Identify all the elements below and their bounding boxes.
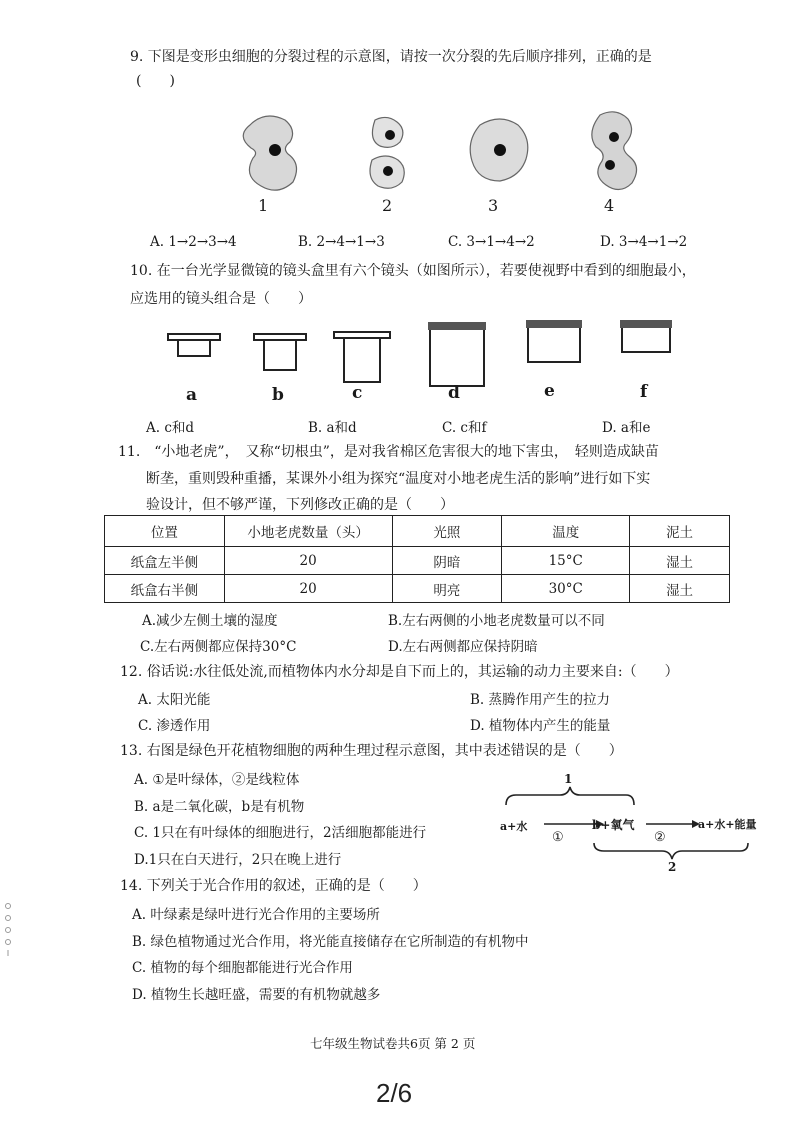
- diagram-brace-2: 2: [668, 860, 677, 874]
- table-header-count: 小地老虎数量（头）: [224, 516, 392, 547]
- table-cell: 20: [224, 575, 392, 603]
- table-row: [105, 575, 730, 603]
- diagram-middle-term: b+氧气: [592, 818, 635, 832]
- lens-label-e: e: [544, 381, 555, 401]
- q12-option-b: B. 蒸腾作用产生的拉力: [470, 692, 611, 708]
- q11-option-c: C.左右两侧都应保持30°C: [140, 639, 297, 655]
- lens-label-b: b: [272, 385, 284, 405]
- lens-label-c: c: [352, 383, 363, 403]
- table-cell: 湿土: [630, 547, 730, 575]
- amoeba-label-1: 1: [258, 196, 269, 215]
- table-header-temperature: 温度: [502, 516, 630, 547]
- table-header-soil: 泥土: [630, 516, 730, 547]
- table-header-position: 位置: [105, 516, 225, 547]
- q9-option-b: B. 2→4→1→3: [298, 234, 385, 250]
- q9-option-a: A. 1→2→3→4: [150, 234, 237, 250]
- q14-option-b: B. 绿色植物通过光合作用，将光能直接储存在它所制造的有机物中: [132, 934, 529, 950]
- experiment-table: [104, 515, 730, 603]
- table-cell: 纸盒左半侧: [105, 547, 225, 575]
- q11-option-a: A.减少左侧土壤的湿度: [142, 613, 278, 629]
- table-cell: 30°C: [502, 575, 630, 603]
- table-header-light: 光照: [392, 516, 502, 547]
- q12-option-a: A. 太阳光能: [138, 692, 211, 708]
- scan-margin-marks: [2, 900, 16, 960]
- amoeba-label-3: 3: [488, 196, 499, 215]
- table-cell: 阴暗: [392, 547, 502, 575]
- q11-line2: 断垄，重则毁种重播，某课外小组为探究“温度对小地老虎生活的影响”进行如下实: [146, 471, 651, 487]
- diagram-brace-1: 1: [564, 772, 573, 786]
- table-cell: 湿土: [630, 575, 730, 603]
- diagram-circle-2: ②: [654, 830, 666, 845]
- q14-stem: 14. 下列关于光合作用的叙述，正确的是（ ）: [120, 878, 427, 894]
- table-header-row: [105, 516, 730, 547]
- lens-label-f: f: [640, 382, 648, 402]
- q11-option-d: D.左右两侧都应保持阴暗: [388, 639, 538, 655]
- table-row: [105, 547, 730, 575]
- q10-option-b: B. a和d: [308, 420, 357, 436]
- q10-option-c: C. c和f: [442, 420, 487, 436]
- q9-answer-paren: ( ): [136, 73, 175, 89]
- q11-line1: 11. “小地老虎”， 又称“切根虫”，是对我省棉区危害很大的地下害虫， 轻则造成缺苗: [118, 444, 659, 460]
- amoeba-label-2: 2: [382, 196, 393, 215]
- table-cell: 明亮: [392, 575, 502, 603]
- q12-stem: 12. 俗话说:水往低处流,而植物体内水分却是自下而上的，其运输的动力主要来自:（ ）: [120, 664, 679, 680]
- table-cell: 15°C: [502, 547, 630, 575]
- q13-option-a: A. ①是叶绿体，②是线粒体: [134, 772, 300, 788]
- q10-option-a: A. c和d: [146, 420, 195, 436]
- q10-stem-line2: 应选用的镜头组合是（ ）: [130, 291, 312, 307]
- q13-option-d: D.1只在白天进行，2只在晚上进行: [134, 852, 342, 868]
- q11-option-b: B.左右两侧的小地老虎数量可以不同: [388, 613, 605, 629]
- lens-label-d: d: [448, 383, 460, 403]
- table-cell: 20: [224, 547, 392, 575]
- q14-option-d: D. 植物生长越旺盛，需要的有机物就越多: [132, 987, 381, 1003]
- diagram-left-term: a+水: [500, 820, 528, 833]
- page-footer: 七年级生物试卷共6页 第 2 页: [310, 1036, 476, 1051]
- q9-option-c: C. 3→1→4→2: [448, 234, 535, 250]
- q12-option-d: D. 植物体内产生的能量: [470, 718, 611, 734]
- page-indicator: 2/6: [376, 1078, 413, 1108]
- q12-option-c: C. 渗透作用: [138, 718, 211, 734]
- lens-label-a: a: [186, 385, 198, 405]
- amoeba-label-4: 4: [604, 196, 615, 215]
- q10-option-d: D. a和e: [602, 420, 651, 436]
- q14-option-c: C. 植物的每个细胞都能进行光合作用: [132, 960, 353, 976]
- diagram-circle-1: ①: [552, 830, 564, 845]
- q13-stem: 13. 右图是绿色开花植物细胞的两种生理过程示意图，其中表述错误的是（ ）: [120, 743, 623, 759]
- q10-stem-line1: 10. 在一台光学显微镜的镜头盒里有六个镜头（如图所示），若要使视野中看到的细胞最小，: [130, 263, 696, 279]
- q9-option-d: D. 3→4→1→2: [600, 234, 688, 250]
- q11-line3: 验设计，但不够严谨，下列修改正确的是（ ）: [146, 497, 454, 513]
- diagram-right-term: a+水+能量: [698, 818, 757, 831]
- table-cell: 纸盒右半侧: [105, 575, 225, 603]
- q14-option-a: A. 叶绿素是绿叶进行光合作用的主要场所: [132, 907, 380, 923]
- q13-option-b: B. a是二氧化碳，b是有机物: [134, 799, 305, 815]
- q13-option-c: C. 1只在有叶绿体的细胞进行，2活细胞都能进行: [134, 825, 427, 841]
- lens-figure: [160, 318, 680, 388]
- q9-stem: 9. 下图是变形虫细胞的分裂过程的示意图，请按一次分裂的先后顺序排列，正确的是: [130, 49, 652, 65]
